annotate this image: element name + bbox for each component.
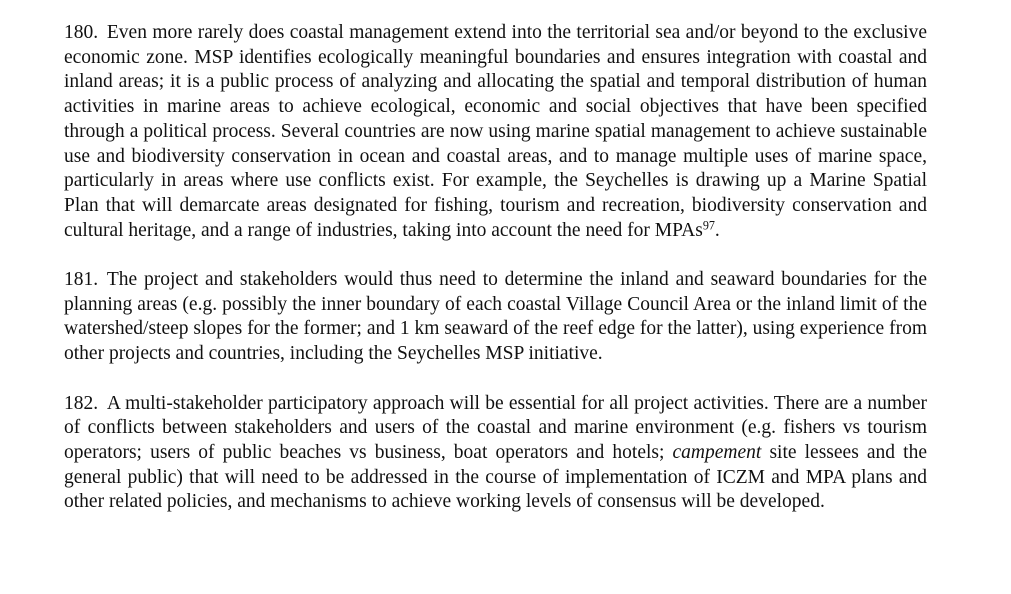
paragraph-text: Even more rarely does coastal management extend into the territorial sea and/or beyond to the exclusive economic zone. MSP identifies ecologically meaningful boundaries and ensures integration with coastal and inland areas; it is a public process of analyzing and allocating the spatial and temporal distribution of human activities in marine areas to achieve ecological, economic and social objectives that have been specified through a political process. Several countries are now using marine spatial management to achieve sustainable use and biodiversity conservation in ocean and coastal areas, and to manage multiple uses of marine space, particularly in areas where use conflicts exist. For example, the Seychelles is drawing up a Marine Spatial Plan that will demarcate areas designated for fishing, tourism and recreation, biodiversity conservation and cultural heritage, and a range of industries, taking into account the need for MPAs: [64, 22, 927, 241]
paragraph-text-end: .: [714, 219, 720, 241]
footnote-reference[interactable]: 97: [702, 217, 715, 232]
paragraph-text: A multi-stakeholder participatory approach will be essential for all project activities. There are a number of conflicts between stakeholders and users of the coastal and marine environment (e.g. fishers vs tourism operators; users of public beaches vs business, boat operators and hotels;: [64, 392, 927, 463]
paragraph-text: The project and stakeholders would thus need to determine the inland and seaward boundaries for the planning areas (e.g. possibly the inner boundary of each coastal Village Council Area or the inland limit of the watershed/steep slopes for the former; and 1 km seaward of the reef edge for the latter), using experience from other projects and countries, including the Seychelles MSP initiative.: [64, 269, 927, 365]
paragraph-number: 181.: [64, 269, 99, 291]
paragraph-text-end: site lessees and the general public) that will need to be addressed in the course of implementation of ICZM and MPA plans and other related policies, and mechanisms to achieve working levels of consensus will be developed.: [64, 441, 927, 513]
paragraph-181: [64, 268, 927, 367]
italic-term: campement: [672, 441, 762, 463]
paragraph-number: 182.: [64, 392, 99, 414]
paragraph-180: [64, 21, 927, 243]
paragraph-number: 180.: [64, 22, 99, 43]
paragraph-182: [64, 392, 927, 516]
document-page: [64, 21, 927, 515]
